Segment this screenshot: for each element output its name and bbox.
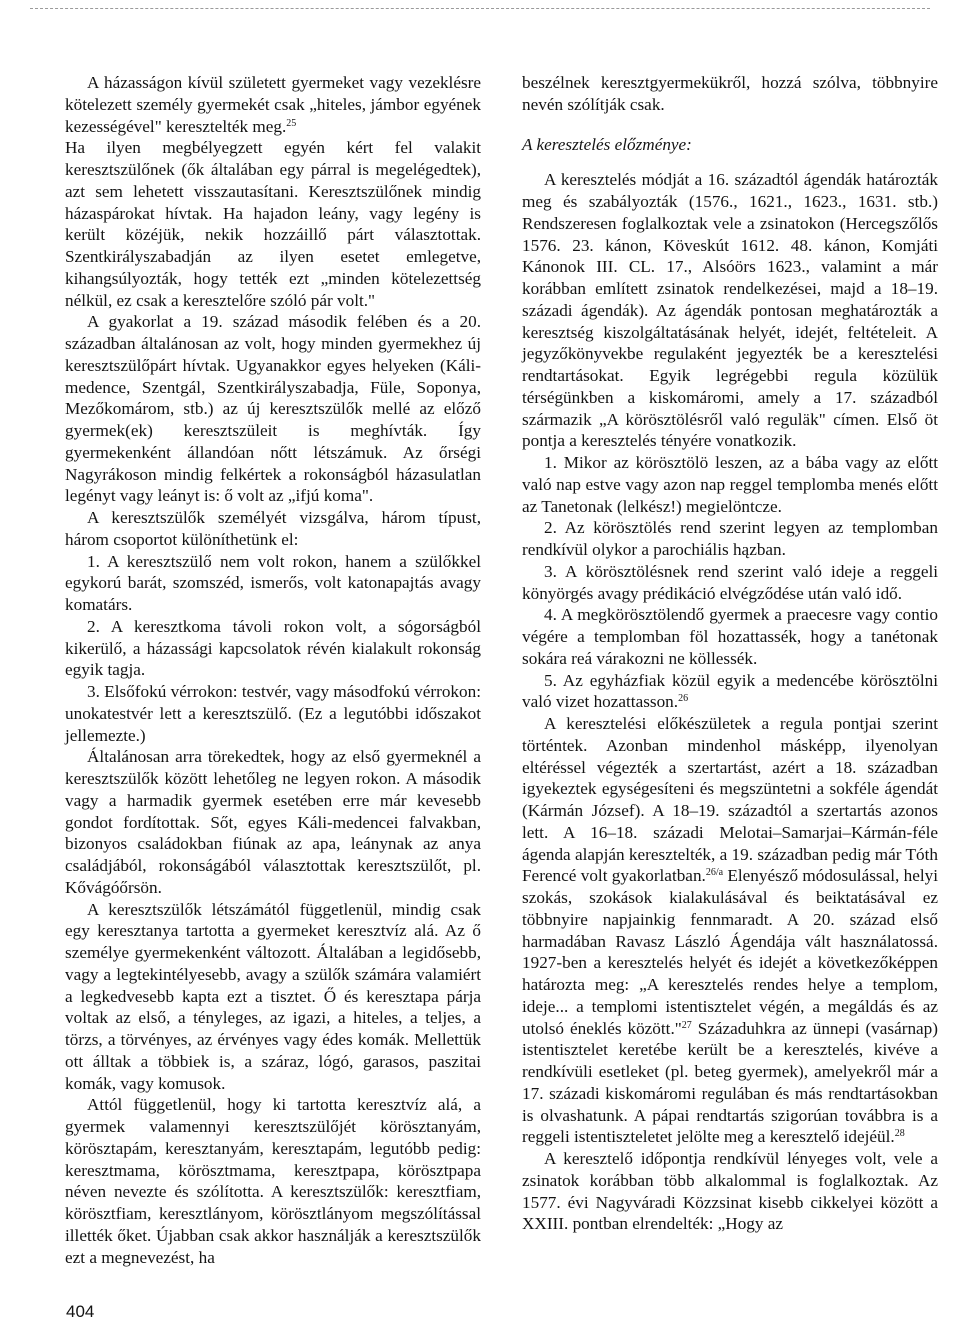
paragraph: Attól függetlenül, hogy ki tartotta keresztvíz alá, a gyermek valamennyi keresztszülőjét körösztanyám, körösztapám, keresztanyám, keresztapám, legutóbb pedig: keresztmama, körösztmama, keresztpapa, körösztpapa néven nevezte és szólította. A keresztszülők: keresztfiam, körösztfiam, keresztlányom, körösztlányom megszólítással illették őket. Újabban csak akkor használják a keresztszülők ezt a megnevezést, ha (65, 1095, 481, 1267)
paragraph: beszélnek keresztgyermekükről, hozzá szólva, többnyire nevén szólítják csak. (522, 73, 938, 114)
paragraph: A gyakorlat a 19. század második felében és a 20. században általánosan az volt, hogy minden gyermekhez új keresztszülőpárt hívtak. Ugyanakkor egyes helyeken (Káli-medence, Szentgál, Szentkirályszabadja, Füle, Soponya, Mezőkomárom, stb.) az új keresztszülők mellé az előző gyermek(ek) keresztszüleit is meghívták. Így gyermekenként állandóan nőtt létszámuk. Az őrségi Nagyrákoson mindig felkértek a rokonságból házasulatlan legényt vagy leányt is: ő volt az „ifjú koma". (65, 312, 481, 506)
paragraph: Ha ilyen megbélyegzett egyén kért fel valakit keresztszülőnek (ők általában egy párral is megelégedtek), azt sem lehetett visszautasítani. Keresztszülőnek mindig házaspárokat hívtak. Ha hajadon leány, vagy legény is került közéjük, nekik hozzáillő párt választottak. Szentkirályszabadján az ilyen esetet emlegetve, kihangsúlyozták, hogy tették ezt „minden kötelezettség nélkül, ez csak a keresztelőre szóló pár volt." (65, 138, 481, 310)
paragraph: A keresztszülők létszámától függetlenül, mindig csak egy keresztanya tartotta a gyermeket keresztvíz alá. Az ő személye gyermekenként változott. Általában a legidősebb, vagy a legtekintélyesebb, avagy a szülők számára valamiért a legkedvesebb kapta ezt a tisztet. Ő és keresztapa párja voltak az első, a tényleges, az igazi, a hiteles, a teljes, a törzs, a törvényes, az érvényes vagy édes komák. Mellettük ott álltak a többiek is, a száraz, lógó, garasos, paszitai komák, vagy komusok. (65, 899, 481, 1093)
list-item: 5. Az egyházfiak közül egyik a medencébe körösztölni való vizet hozattasson.$^{26}$ (522, 670, 938, 712)
footnote-ref: 25 (286, 117, 297, 129)
list-item: 2. Az körösztölés rend szerint legyen az templomban rendkívül olykor a parochiális hązban. (522, 518, 938, 559)
paragraph: A keresztszülők személyét vizsgálva, három típust, három csoportot különíthetünk el: (65, 508, 481, 549)
paragraph: A házasságon kívül született gyermeket vagy vezeklésre kötelezett személy gyermekét csak „hiteles, jámbor egyének kezességével" keresztelték meg.$^{25}$ (65, 73, 481, 136)
list-item: 1. Mikor az körösztölö leszen, az a bába vagy az előtt való nap estve vagy azon nap reggel templomba menés előtt az Tanetonak (lelkész!) megielöntcze. (522, 453, 938, 516)
footnote-ref: 27 (681, 1019, 692, 1031)
paragraph: Általánosan arra törekedtek, hogy az első gyermeknél a keresztszülők között lehetőleg ne legyen rokon. A második vagy a harmadik gyermek esetében erre már kevesebb gondot fordítottak. Sőt, egyes Káli-medencei falvakban, bizonyos családokban fiúnak az apa, leánynak az anya családjából, rokonságából választottak keresztszülőt, pl. Kővágóőrsön. (65, 747, 481, 897)
paragraph: A keresztelési előkészületek a regula pontjai szerint történtek. Azonban mindenhol másképp, ilyenolyan eltéréssel végezték a szertartást, azért a 18. században igyekeztek egységesíteni és megszüntetni a sokféle ágendát (Kármán József). A 18–19. századtól a szertartás azonos lett. A 16–18. századi Melotai–Samarjai–Kármán-féle ágenda alapján keresztelték, a 19. században pedig már Tóth Ferencé volt gyakorlatban.$^{26/a}$ Elenyésző módosulással, helyi szokás, szokások kialakulásával és beiktatásával ez többnyire napjainkig fennmaradt. A 20. század első harmadában Ravasz László Ágendája vált használatossá. 1927-ben a keresztelés helyét és idejét a következőképpen határozta meg: „A keresztelés rendes helye a templom, ideje... a templomi istentisztelet végén, a megáldás és az utolsó éneklés között."$^{27}$ Századuhkra az ünnepi (vasárnap) istentisztelet keretébe került be a keresztelés, kivéve a rendkívüli esetleket (pl. beteg gyermek), amelyekről már a 17. századi kiskomáromi regulában és más rendtartásokban is olvashatunk. A pápai rendtartás szigorúan továbbra is a reggeli istentiszteletet jelölte meg a keresztelő idejéül.$^{28}$ (522, 714, 938, 1147)
list-item: 3. Elsőfokú vérrokon: testvér, vagy másodfokú vérrokon: unokatestvér lett a keresztszülő. (Ez a legutóbbi időszakot jellemezte.) (65, 682, 481, 745)
top-scan-rule (30, 8, 930, 9)
left-column (65, 72, 481, 1268)
footnote-ref: 26/a (705, 867, 724, 879)
list-item: 1. A keresztszülő nem volt rokon, hanem a szülőkkel egykorú barát, szomszéd, ismerős, volt katonapajtás avagy komatárs. (65, 551, 481, 614)
list-item: 3. A körösztölésnek rend szerint való ideje a reggeli könyörgés avagy prédikáció elvégződése után való idő. (522, 561, 938, 603)
right-column (522, 72, 938, 1235)
section-heading: A keresztelés előzménye: (522, 134, 692, 154)
list-item: 2. A keresztkoma távoli rokon volt, a sógorságból kikerülő, a házassági kapcsolatok révén kialakult rokonság egyik tagja. (65, 616, 481, 680)
page-number: 404 (66, 1302, 95, 1321)
footnote-ref: 28 (894, 1128, 905, 1140)
footnote-ref: 26 (678, 693, 689, 705)
list-item: 4. A megkörösztölendő gyermek a praecesre vagy contio végére a templomban föl hozattassék, hogy a tanétonak sokára reá várakozni ne köllessék. (522, 605, 938, 668)
paragraph: A keresztelés módját a 16. századtól ágendák határozták meg és szabályozták (1576., 1621., 1623., 1631. stb.) Rendszeresen foglalkoztak vele a zsinatokon (Hercegszőlős 1576. 23. kánon, Köveskút 1612. 48. kánon, Komjáti Kánonok III. CL. 17., Alsóörs 1623., valamint a már korábban említett zsinatok rendelkezései, majd a 18–19. századi ágendák). Az ágendák pontosan meghatározták a keresztség kiszolgáltatásának helyét, idejét, feltételeit. A jegyzőkönyvekbe regulaként jegyezték be a keresztelési rendtartásokat. Egyik legrégebbi regula közülük térségünkben a kiskomáromi, amely a 17. századból származik „A körösztölésről való reguläk" címen. Első öt pontja a keresztelés tényére vonatkozik. (522, 170, 938, 451)
paragraph: A keresztelő időpontja rendkívül lényeges volt, vele a zsinatok korábban több alkalommal is foglalkoztak. Az 1577. évi Nagyváradi Közzsinat kisebb cikkelyei között a XXIII. pontban elrendelték: „Hogy az (522, 1149, 938, 1234)
